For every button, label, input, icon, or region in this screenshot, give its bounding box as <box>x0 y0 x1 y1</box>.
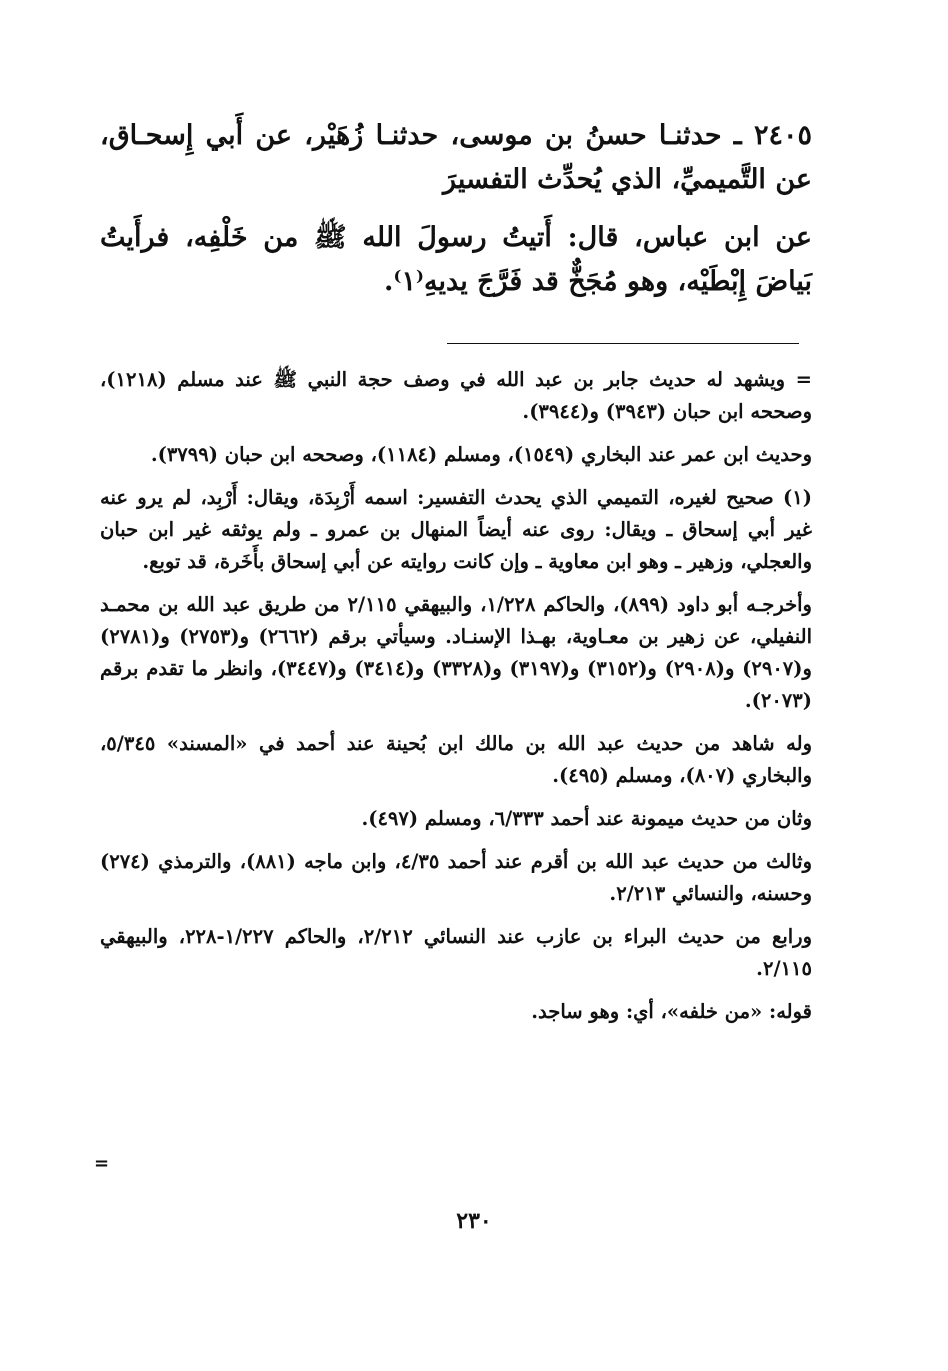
footnote-continuation-paragraph: = ويشهد له حديث جابر بن عبد الله في وصف حجة النبي ﷺ عند مسلم (١٢١٨)، وصححه ابن حبان (٣٩٤٣) و(٣٩٤٤). <box>100 368 812 423</box>
footnote-paragraph: قوله: «من خلفه»، أي: وهو ساجد. <box>531 1000 812 1023</box>
footnote-paragraph: ورابع من حديث البراء بن عازب عند النسائي ٢/٢١٢، والحاكم ١/٢٢٧-٢٢٨، والبيهقي ٢/١١٥. <box>100 925 813 980</box>
continuation-mark: = <box>94 1153 110 1174</box>
footnote-paragraph: وثان من حديث ميمونة عند أحمد ٦/٣٣٣، ومسلم (٤٩٧). <box>361 807 812 830</box>
footnote-separator-line <box>447 343 799 344</box>
footnote-paragraph: وحديث ابن عمر عند البخاري (١٥٤٩)، ومسلم (١١٨٤)، وصححه ابن حبان (٣٧٩٩). <box>150 443 812 466</box>
footnote-paragraph: وأخرجـه أبو داود (٨٩٩)، والحاكم ١/٢٢٨، والبيهقي ٢/١١٥ من طريق عبد الله بن محمـد النفيلي، عن زهير بن معـاوية، بهـذا الإسنـاد. وسيأتي برقم (٢٦٦٢) و(٢٧٥٣) و(٢٧٨١) و(٢٩٠٧) و(٢٩٠٨) و(٣١٥٢) و(٣١٩٧) و(٣٣٢٨) و(٣٤١٤) و(٣٤٤٧)، وانظر ما تقدم برقم (٢٠٧٣). <box>100 593 812 712</box>
hadith-matn: عن ابن عباس، قال: أَتيتُ رسولَ الله ﷺ من خَلْفِه، فرأَيتُ بَياضَ إِبْطَيْه، وهو مُجَخٌّ قد فَرَّجَ يديهِ⁽١⁾. <box>100 222 812 297</box>
page-number: ٢٣٠ <box>456 1208 492 1234</box>
hadith-isnad: ٢٤٠٥ ـ حدثنـا حسنُ بن موسى، حدثنـا زُهَيْر، عن أَبي إِسحـاق، عن التَّميميِّ، الذي يُحدِّث التفسيرَ <box>100 120 812 195</box>
hadith-main-text <box>100 114 812 318</box>
footnote-1-paragraph: (١) صحيح لغيره، التميمي الذي يحدث التفسير: اسمه أَرْبِدَة، ويقال: أَرْبِد، لم يرو عنه غير أبي إسحاق ـ ويقال: روى عنه أيضاً المنهال بن عمرو ـ ولم يوثقه غير ابن حبان والعجلي، وزهير ـ وهو ابن معاوية ـ وإن كانت روايته عن أبي إسحاق بأَخَرة، قد توبع. <box>100 486 812 573</box>
footnote-paragraph: وله شاهد من حديث عبد الله بن مالك ابن بُحينة عند أحمد في «المسند» ٥/٣٤٥، والبخاري (٨٠٧)، ومسلم (٤٩٥). <box>100 732 812 787</box>
footnote-paragraph: وثالث من حديث عبد الله بن أقرم عند أحمد ٤/٣٥، وابن ماجه (٨٨١)، والترمذي (٢٧٤) وحسنه، والنسائي ٢/٢١٣. <box>100 850 813 905</box>
footnotes-section <box>100 364 812 1039</box>
